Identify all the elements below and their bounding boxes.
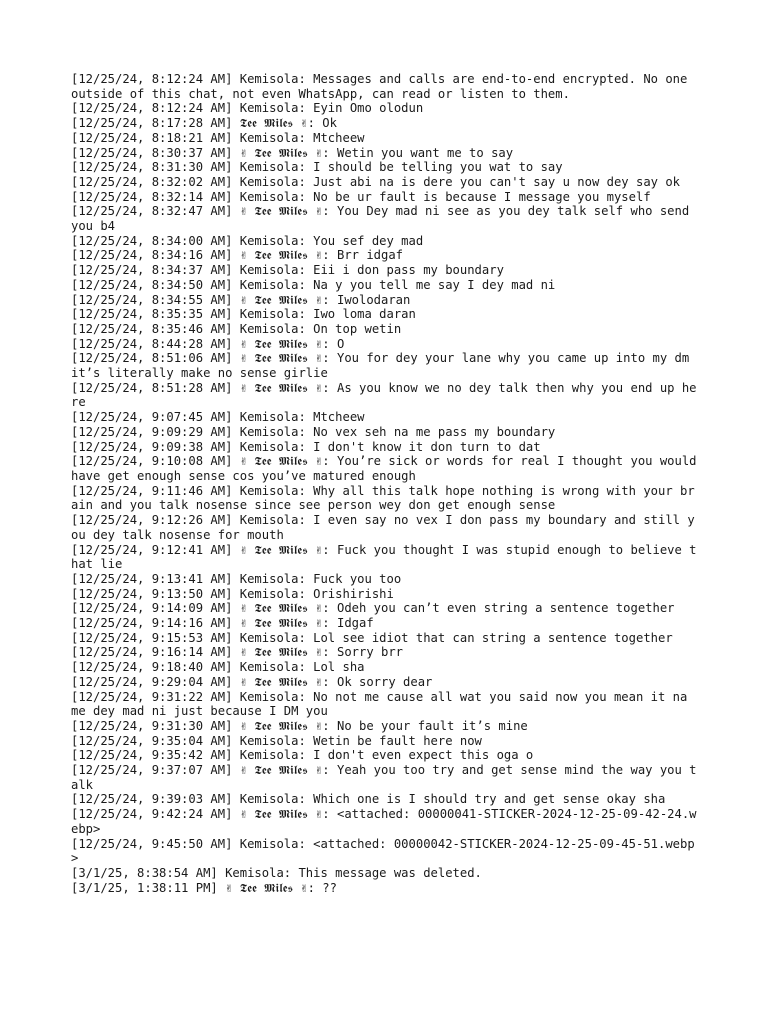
chat-message-line: [12/25/24, 9:35:04 AM] Kemisola: Wetin be fault here now: [71, 733, 482, 748]
chat-message-line: [12/25/24, 8:35:46 AM] Kemisola: On top wetin: [71, 321, 402, 336]
chat-message-line: [12/25/24, 9:13:50 AM] Kemisola: Orishirishi: [71, 586, 394, 601]
chat-message-line: [3/1/25, 8:38:54 AM] Kemisola: This message was deleted.: [71, 865, 482, 880]
chat-message-line: [12/25/24, 9:37:07 AM] ✌ 𝕿𝖊𝖊 𝕸𝖎𝖑𝖊𝖘 ✌: Yeah you too try and get sense mind the way you talk: [71, 763, 697, 792]
chat-message-line: [12/25/24, 9:31:22 AM] Kemisola: No not me cause all wat you said now you mean it na me dey mad ni just because I DM you: [71, 689, 695, 719]
chat-message-line: [12/25/24, 9:15:53 AM] Kemisola: Lol see idiot that can string a sentence together: [71, 630, 673, 645]
chat-message-line: [12/25/24, 9:18:40 AM] Kemisola: Lol sha: [71, 660, 365, 675]
chat-message-line: [12/25/24, 9:09:29 AM] Kemisola: No vex seh na me pass my boundary: [71, 424, 556, 439]
chat-message-line: [12/25/24, 9:16:14 AM] ✌ 𝕿𝖊𝖊 𝕸𝖎𝖑𝖊𝖘 ✌: Sorry brr: [71, 645, 404, 660]
chat-message-line: [12/25/24, 8:34:50 AM] Kemisola: Na y you tell me say I dey mad ni: [71, 277, 556, 292]
chat-message-line: [12/25/24, 8:34:37 AM] Kemisola: Eii i don pass my boundary: [71, 263, 504, 278]
chat-message-line: [12/25/24, 9:10:08 AM] ✌ 𝕿𝖊𝖊 𝕸𝖎𝖑𝖊𝖘 ✌: You’re sick or words for real I thought you would have get enough sense cos you’ve matured enough: [71, 454, 704, 483]
chat-message-line: [12/25/24, 8:44:28 AM] ✌ 𝕿𝖊𝖊 𝕸𝖎𝖑𝖊𝖘 ✌: O: [71, 336, 345, 351]
chat-message-line: [12/25/24, 9:31:30 AM] ✌ 𝕿𝖊𝖊 𝕸𝖎𝖑𝖊𝖘 ✌: No be your fault it’s mine: [71, 718, 528, 733]
chat-message-line: [12/25/24, 9:12:41 AM] ✌ 𝕿𝖊𝖊 𝕸𝖎𝖑𝖊𝖘 ✌: Fuck you thought I was stupid enough to believe that lie: [71, 542, 697, 572]
chat-message-line: [12/25/24, 8:35:35 AM] Kemisola: Iwo loma daran: [71, 307, 416, 322]
chat-message-line: [12/25/24, 9:12:26 AM] Kemisola: I even say no vex I don pass my boundary and still you dey talk nosense for mouth: [71, 513, 695, 542]
chat-message-line: [12/25/24, 8:17:28 AM] 𝕿𝖊𝖊 𝕸𝖎𝖑𝖊𝖘 ✌: Ok: [71, 116, 337, 131]
chat-message-line: [12/25/24, 8:32:47 AM] ✌ 𝕿𝖊𝖊 𝕸𝖎𝖑𝖊𝖘 ✌: You Dey mad ni see as you dey talk self who send you b4: [71, 204, 697, 234]
chat-message-line: [3/1/25, 1:38:11 PM] ✌ 𝕿𝖊𝖊 𝕸𝖎𝖑𝖊𝖘 ✌: ??: [71, 880, 337, 895]
chat-message-line: [12/25/24, 8:51:06 AM] ✌ 𝕿𝖊𝖊 𝕸𝖎𝖑𝖊𝖘 ✌: You for dey your lane why you came up into my dm it’s literally make no sense girlie: [71, 351, 697, 381]
chat-message-line: [12/25/24, 8:12:24 AM] Kemisola: Eyin Omo olodun: [71, 101, 424, 116]
chat-message-line: [12/25/24, 9:35:42 AM] Kemisola: I don't even expect this oga o: [71, 748, 534, 763]
chat-message-line: [12/25/24, 9:11:46 AM] Kemisola: Why all this talk hope nothing is wrong with your brain and you talk nosense since see person wey don get enough sense: [71, 483, 695, 513]
chat-message-line: [12/25/24, 9:42:24 AM] ✌ 𝕿𝖊𝖊 𝕸𝖎𝖑𝖊𝖘 ✌: <attached: 00000041-STICKER-2024-12-25-09-42-24.webp>: [71, 807, 697, 836]
chat-message-line: [12/25/24, 9:29:04 AM] ✌ 𝕿𝖊𝖊 𝕸𝖎𝖑𝖊𝖘 ✌: Ok sorry dear: [71, 674, 433, 689]
chat-message-line: [12/25/24, 8:12:24 AM] Kemisola: Messages and calls are end-to-end encrypted. No one outside of this chat, not even WhatsApp, can read or listen to them.: [71, 72, 695, 101]
chat-message-line: [12/25/24, 8:34:16 AM] ✌ 𝕿𝖊𝖊 𝕸𝖎𝖑𝖊𝖘 ✌: Brr idgaf: [71, 248, 404, 263]
chat-message-line: [12/25/24, 9:45:50 AM] Kemisola: <attached: 00000042-STICKER-2024-12-25-09-45-51.webp>: [71, 836, 695, 866]
chat-message-line: [12/25/24, 9:13:41 AM] Kemisola: Fuck you too: [71, 571, 402, 586]
chat-message-line: [12/25/24, 9:14:09 AM] ✌ 𝕿𝖊𝖊 𝕸𝖎𝖑𝖊𝖘 ✌: Odeh you can’t even string a sentence together: [71, 601, 675, 616]
chat-message-line: [12/25/24, 8:32:14 AM] Kemisola: No be ur fault is because I message you myself: [71, 189, 651, 204]
chat-message-line: [12/25/24, 9:39:03 AM] Kemisola: Which one is I should try and get sense okay sha: [71, 792, 666, 807]
chat-log: [71, 72, 704, 895]
chat-message-line: [12/25/24, 9:09:38 AM] Kemisola: I don't know it don turn to dat: [71, 439, 541, 454]
chat-message-line: [12/25/24, 8:31:30 AM] Kemisola: I should be telling you wat to say: [71, 160, 563, 175]
chat-message-line: [12/25/24, 8:18:21 AM] Kemisola: Mtcheew: [71, 130, 365, 145]
chat-message-line: [12/25/24, 8:32:02 AM] Kemisola: Just abi na is dere you can't say u now dey say ok: [71, 174, 681, 189]
chat-message-line: [12/25/24, 8:51:28 AM] ✌ 𝕿𝖊𝖊 𝕸𝖎𝖑𝖊𝖘 ✌: As you know we no dey talk then why you end up here: [71, 380, 697, 410]
chat-message-line: [12/25/24, 8:34:00 AM] Kemisola: You sef dey mad: [71, 233, 424, 248]
chat-message-line: [12/25/24, 8:34:55 AM] ✌ 𝕿𝖊𝖊 𝕸𝖎𝖑𝖊𝖘 ✌: Iwolodaran: [71, 292, 411, 307]
chat-message-line: [12/25/24, 9:14:16 AM] ✌ 𝕿𝖊𝖊 𝕸𝖎𝖑𝖊𝖘 ✌: Idgaf: [71, 616, 374, 631]
chat-message-line: [12/25/24, 8:30:37 AM] ✌ 𝕿𝖊𝖊 𝕸𝖎𝖑𝖊𝖘 ✌: Wetin you want me to say: [71, 145, 514, 160]
chat-message-line: [12/25/24, 9:07:45 AM] Kemisola: Mtcheew: [71, 410, 365, 425]
